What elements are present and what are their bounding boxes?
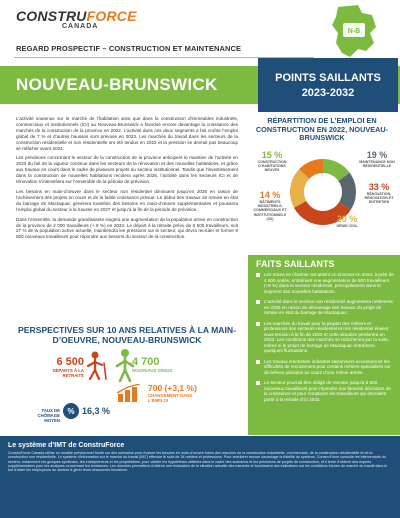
pie-label-ici: 14 % BÂTIMENTS INDUSTRIELS, COMMERCIAUX ET INSTITUTIONNELS (ICI) [253,190,287,221]
list-item: Le secteur pourrait être obligé de recruter jusqu’à 8 500 nouveaux travailleurs pour répondre aux besoins découlant de la croissance et pour remplacer les travailleurs qui devraient partir à la retraite d’ici 2032. [256,380,394,402]
pie-label-renovation: 33 % RÉNOVATION, RÉNOVATION ET ENTRETIEN [364,182,394,205]
list-item: L’activité dans le secteur non résidentiel augmentera nettement en 2026 en raison du démarrage des travaux du projet de remise en état du barrage de Mactaquac. [256,299,394,316]
pie-chart-title: RÉPARTITION DE L’EMPLOI EN CONSTRUCTION EN 2022, NOUVEAU-BRUNSWICK [255,116,389,142]
pie-label-new-housing: 15 % CONSTRUCTION D’HABITATIONS NEUVES [257,150,287,173]
growth-chart-icon [116,384,146,402]
new-brunswick-map-icon [328,3,380,61]
list-item: Les mises en chantier ont atteint un sommet en 2022, à près de 4 500 unités, entraînant une augmentation de 800 travailleurs (+8 %) dans le secteur résidentiel, principalement dans le segment des nouvelles habitations. [256,272,394,294]
new-workers-label: NOUVEAUX VENUS [132,368,173,373]
report-subtitle: REGARD PROSPECTIF – CONSTRUCTION ET MAINTENANCE [16,44,242,53]
period-label: 2023-2032 [301,87,355,99]
province-badge: N-B [347,28,361,35]
points-saillants-box [258,58,398,112]
retirements-value: 6 500 [56,356,84,368]
unemployment-value: 16,3 % [82,406,111,416]
employment-change-label: CHANGEMENT DANS L’EMPLOI [148,393,193,403]
retirements-stat [34,356,84,378]
intro-paragraph: L’activité soutenue sur le marché de l’habitation ainsi que dans la construction d’immeubles industriels, commerciaux et institutionnels (ICI) au Nouveau-Brunswick a favorisé encore davantage la croissance des marchés de la construction de la province en 2022. L’activité dans ces deux segments a fait croître l’emploi global de 7 % et d’autres hausses sont prévues en 2023. Les marchés du travail dans les secteurs de la construction résidentielle et non résidentielle ont été tendus en 2022 et la pression se devrait pas beaucoup se relâcher avant 2024. [16,116,238,151]
retirement-icon [84,350,110,380]
faits-saillants-list [256,272,394,407]
list-item: Les travaux d’entretien industriel saisonniers accentueront les difficultés de recrutement pour certains métiers spécialisés sur de brèves périodes au cours d’une même année. [256,359,394,376]
footer-title: Le système d’IMT de ConstruForce [8,442,125,449]
construforce-logo [16,8,137,24]
new-workers-stat [132,356,202,373]
unemployment-badge-icon [62,402,80,420]
logo-subtitle: CANADA [62,23,99,30]
employment-change-value: 700 (+3,1 %) [148,383,197,393]
footer-text: ConstruForce Canada utilise un modèle prévisionnel fondé sur des scénarios pour évaluer les besoins en main-d’œuvre futurs des marchés de la construction industrielle, commerciale, de la construction résidentielle et de la construction non résidentielle. Le système d’information sur le marché du travail (IMT) effectue le suivi de 34 métiers et professions. Pour améliorer encore davantage la fiabilité du système, ConstruForce consulte les intervenants du secteur, notamment les groupes syndicaux, les entrepreneurs et les propriétaires, pour valider les hypothèses utilisées dans le cadre des scénarios et les prévisions de projets de construction, et il tente d’obtenir des experts supplémentaires pour les analyses concernant les tendances. Les données permettent d’obtenir une évaluation de la situation actuelle des marchés et fournissent des indications sur les conditions futures du marché du travail dans le but d’aider les employeurs du secteur à gérer leurs ressources humaines. [8,451,388,473]
logo-main: CONSTRU [16,8,87,24]
list-item: Les marchés du travail pour la plupart des métiers et professions des secteurs résidentiel et non résidentiel étaient sous tension à la fin de 2022 et cette situation perdurera en 2023. Les conditions des marchés se relâcheront par la suite, même si le projet de barrage de Mactaquac entraînera quelques fluctuations. [256,321,394,354]
unemployment-label: TAUX DE CHÔMAGE MOYEN [37,408,60,423]
page-title: NOUVEAU-BRUNSWICK [16,75,218,94]
intro-paragraph: Les prévisions concernant le secteur de la construction de la province anticipent le maintien de l’activité en 2023 du fait de la vigueur continue dans les secteurs de la rénovation et des nouvelles habitations, et grâce aux travaux en cours dans le cadre de plusieurs projets du secteur institutionnel. Tandis que l’investissement dans la construction de nouvelles habitations recolera après 2026, l’activité dans les secteurs ICI et de rénovation s’intensifiera sur l’ensemble de la période de prévision. [16,155,238,185]
pie-label-civil-engineering: 20 % GÉNIE CIVIL [336,214,358,228]
pie-label-nonres-maintenance: 19 % MAINTENANCE NON RÉSIDENTIELLE [359,150,395,169]
employment-change-stat [148,383,238,403]
svg-text:%: % [67,407,75,416]
intro-paragraph: Les besoins en main-d’œuvre dans le secteur non résidentiel diminuent jusqu’en 2026 en raison de l’achèvement des projets en cours et de la faible croissance prévue. Le début des travaux de remise en état du barrage de Mactaquac générera toutefois des besoins en main-d’œuvre supplémentaires et poussera l’emploi global du secteur à la hausse en 2027 et jusqu’à la fin de la période de prévision. [16,188,238,212]
retirements-label: DÉPARTS À LA RETRAITE [52,368,84,378]
points-saillants-label: POINTS SAILLANTS [275,72,381,84]
faits-saillants-title: FAITS SAILLANTS [256,259,335,269]
intro-paragraph: Dans l’ensemble, la demande grandissante exigera une augmentation de la population active en construction de la province de 2 000 travailleurs (+ 8 %) en 2032. Le départ à la retraite prévu de 6 500 travailleurs, soit 27 % de la population active actuelle, maintiendra les pressions sur le secteur, qui devra recruter et former 8 500 nouveaux travailleurs pour répondre aux besoins du secteur de la construction. [16,216,238,240]
new-workers-value: 4 700 [132,356,160,368]
perspectives-title: PERSPECTIVES SUR 10 ANS RELATIVES À LA MAIN-D’OEUVRE, NOUVEAU-BRUNSWICK [18,325,236,345]
intro-text [16,116,238,244]
logo-accent: FORCE [86,8,137,24]
